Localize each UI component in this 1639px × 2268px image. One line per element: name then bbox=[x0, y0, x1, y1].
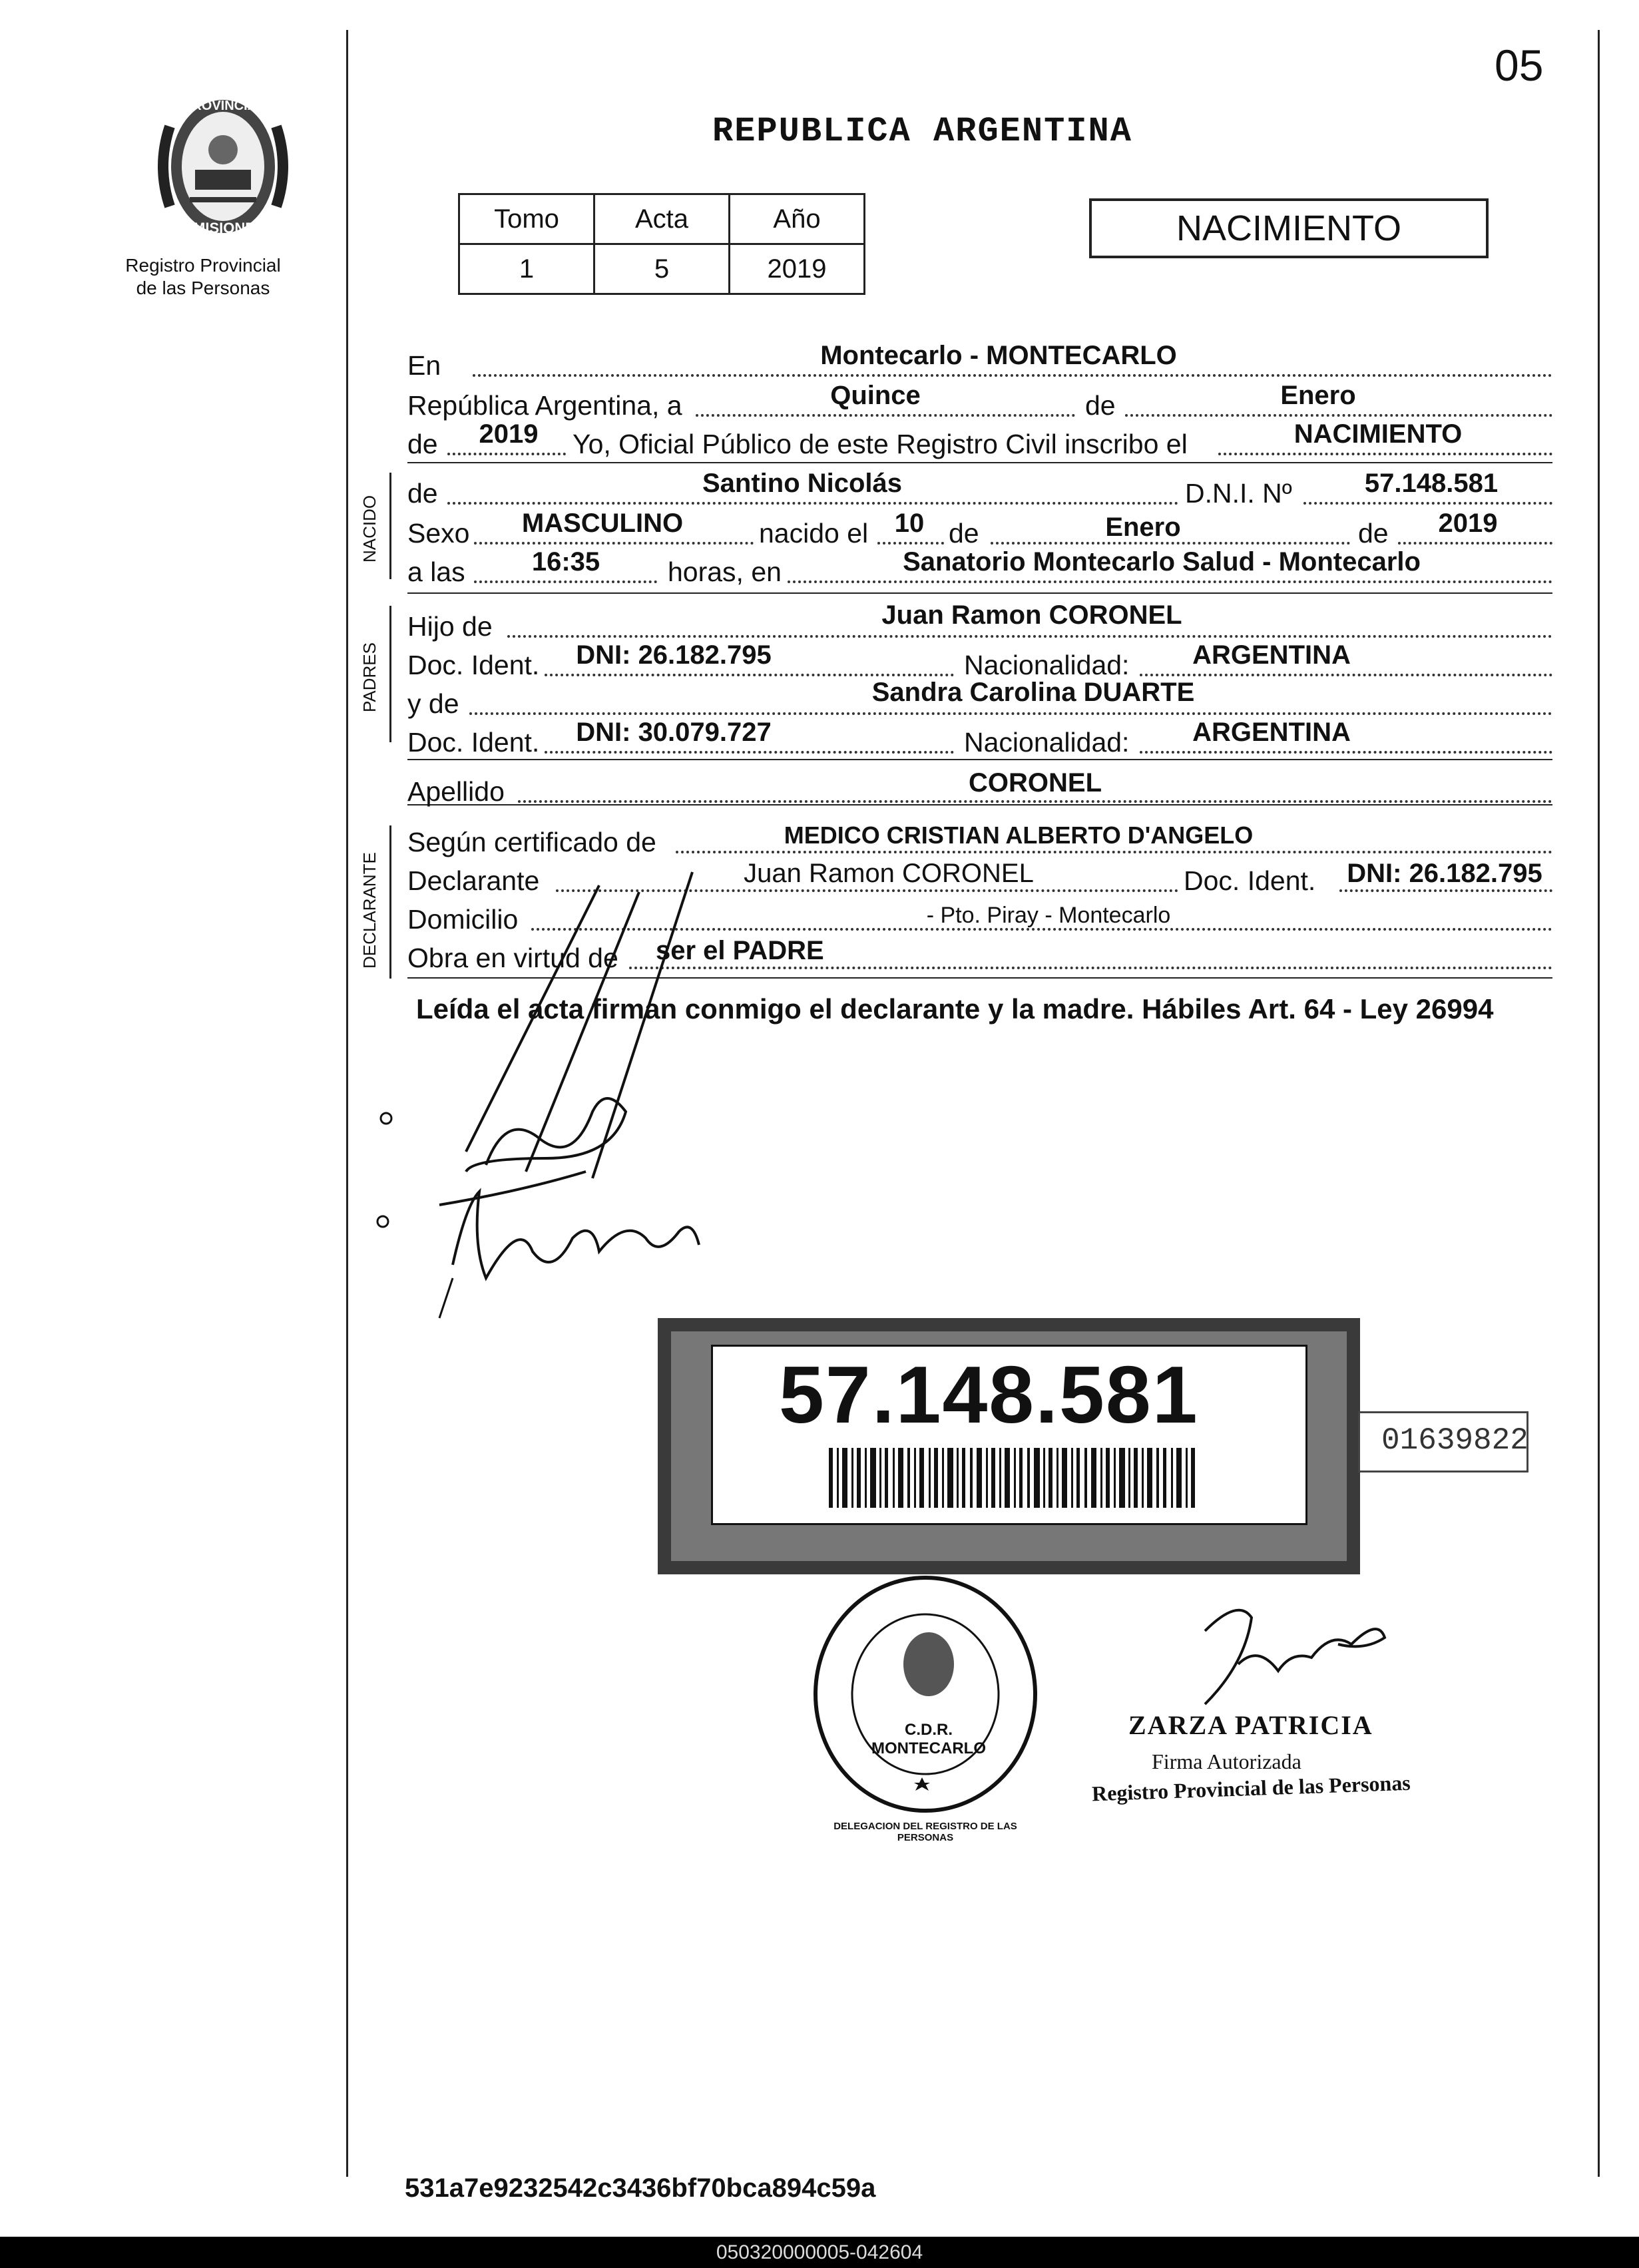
label-apellido: Apellido bbox=[407, 776, 505, 807]
value-madre: Sandra Carolina DUARTE bbox=[871, 678, 1195, 707]
label-sexo: Sexo bbox=[407, 518, 470, 549]
dots-padre-nac bbox=[1140, 674, 1552, 676]
dots-dia bbox=[696, 414, 1075, 417]
label-doc-ident-padre: Doc. Ident. bbox=[407, 650, 540, 680]
value-sexo: MASCULINO bbox=[521, 509, 684, 538]
signatory-role: Firma Autorizada bbox=[1152, 1749, 1301, 1773]
signatory-name: ZARZA PATRICIA bbox=[1128, 1710, 1373, 1740]
value-lugar-nac: Sanatorio Montecarlo Salud - Montecarlo bbox=[903, 547, 1421, 576]
dots-nombre bbox=[447, 502, 1178, 505]
record-value-acta: 5 bbox=[594, 244, 730, 294]
seal-top-text: PROVINCIA DE bbox=[183, 99, 279, 113]
dots-dni bbox=[1303, 502, 1552, 505]
value-anio-nac: 2019 bbox=[1438, 509, 1498, 538]
label-en: En bbox=[407, 350, 441, 381]
label-de-2: de bbox=[407, 429, 438, 459]
signatory-office: Registro Provincial de las Personas bbox=[1091, 1770, 1411, 1806]
label-obra-en-virtud: Obra en virtud de bbox=[407, 943, 618, 973]
record-header-anio: Año bbox=[730, 194, 865, 244]
dots-madre-nac bbox=[1140, 751, 1552, 754]
value-declarante: Juan Ramon CORONEL bbox=[744, 859, 1034, 888]
logo-caption bbox=[113, 254, 293, 300]
value-madre-doc: DNI: 30.079.727 bbox=[576, 718, 772, 747]
value-nombre: Santino Nicolás bbox=[702, 469, 903, 498]
section-label-declarante: DECLARANTE bbox=[359, 852, 379, 969]
stamp-center-text: C.D.R. MONTECARLO bbox=[871, 1721, 986, 1757]
footer-code-bar: 050320000005-042604 bbox=[0, 2237, 1639, 2268]
dni-sticker-number: 57.148.581 bbox=[779, 1349, 1199, 1440]
page-number: 05 bbox=[1495, 41, 1544, 90]
mother-signature bbox=[426, 1178, 732, 1325]
value-certificado: MEDICO CRISTIAN ALBERTO D'ANGELO bbox=[784, 821, 1254, 849]
separator-3 bbox=[407, 759, 1552, 760]
value-lugar: Montecarlo - MONTECARLO bbox=[820, 341, 1177, 370]
dots-madre-doc bbox=[545, 751, 954, 754]
label-y-de: y de bbox=[407, 688, 459, 719]
value-declarante-doc: DNI: 26.182.795 bbox=[1347, 859, 1542, 888]
nacido-bracket bbox=[389, 473, 391, 579]
value-dia-nac: 10 bbox=[894, 509, 925, 538]
dni-serial-number: 01639822 bbox=[1381, 1423, 1528, 1458]
left-margin-line bbox=[346, 30, 348, 2177]
value-madre-nac: ARGENTINA bbox=[1192, 718, 1351, 747]
value-padre-nac: ARGENTINA bbox=[1192, 640, 1351, 670]
label-domicilio: Domicilio bbox=[407, 904, 519, 935]
closing-text: Leída el acta firman conmigo el declarante y la madre. Hábiles Art. 64 - Ley 26994 bbox=[416, 993, 1494, 1024]
dots-tipo bbox=[1218, 453, 1552, 455]
label-nacido-el: nacido el bbox=[759, 518, 869, 549]
separator-4 bbox=[407, 804, 1552, 805]
label-dni: D.N.I. Nº bbox=[1185, 478, 1292, 509]
dots-mes bbox=[1125, 414, 1552, 417]
logo-caption-line1: Registro Provincial bbox=[125, 255, 281, 276]
label-nacionalidad-padre: Nacionalidad: bbox=[964, 650, 1130, 680]
label-doc-ident-declarante: Doc. Ident. bbox=[1184, 865, 1316, 896]
label-hijo-de: Hijo de bbox=[407, 611, 493, 642]
document-hash: 531a7e9232542c3436bf70bca894c59a bbox=[405, 2173, 876, 2203]
stamp-ring-text: DELEGACION DEL REGISTRO DE LAS PERSONAS bbox=[833, 1821, 1017, 1843]
record-value-anio: 2019 bbox=[730, 244, 865, 294]
separator-2 bbox=[407, 592, 1552, 594]
right-margin-line bbox=[1598, 30, 1600, 2177]
value-padre-doc: DNI: 26.182.795 bbox=[576, 640, 772, 670]
value-tipo: NACIMIENTO bbox=[1293, 419, 1463, 449]
act-type-box: NACIMIENTO bbox=[1089, 198, 1489, 258]
label-declarante: Declarante bbox=[407, 865, 540, 896]
dots-dia-nac bbox=[877, 542, 944, 545]
record-header-tomo: Tomo bbox=[459, 194, 594, 244]
record-table bbox=[458, 193, 865, 295]
dots-padre bbox=[507, 635, 1552, 638]
section-label-nacido: NACIDO bbox=[359, 495, 379, 563]
registry-stamp bbox=[802, 1571, 1049, 1817]
dots-lugar-nac bbox=[788, 580, 1552, 583]
dots-madre bbox=[469, 712, 1552, 715]
dots-apellido bbox=[518, 800, 1552, 803]
dots-certificado bbox=[676, 851, 1552, 853]
label-a-las: a las bbox=[407, 557, 465, 587]
dots-padre-doc bbox=[545, 674, 954, 676]
padres-bracket bbox=[389, 606, 391, 742]
value-apellido: CORONEL bbox=[969, 768, 1102, 797]
label-yo-oficial: Yo, Oficial Público de este Registro Civil inscribo el bbox=[573, 429, 1188, 459]
label-de-5: de bbox=[1358, 518, 1389, 549]
dots-obra bbox=[629, 967, 1552, 969]
separator-1 bbox=[407, 462, 1552, 463]
dots-hora bbox=[474, 580, 657, 583]
value-domicilio: - Pto. Piray - Montecarlo bbox=[926, 903, 1171, 928]
label-de-1: de bbox=[1085, 390, 1116, 421]
label-republica: República Argentina, a bbox=[407, 390, 682, 421]
dots-en bbox=[473, 374, 1552, 377]
record-header-acta: Acta bbox=[594, 194, 730, 244]
value-dia-registro: Quince bbox=[830, 381, 921, 410]
barcode-icon bbox=[829, 1448, 1202, 1508]
dots-declarante-doc bbox=[1339, 889, 1552, 892]
value-mes-registro: Enero bbox=[1280, 381, 1356, 410]
label-de-3: de bbox=[407, 478, 438, 509]
label-horas-en: horas, en bbox=[668, 557, 782, 587]
value-dni: 57.148.581 bbox=[1364, 469, 1499, 498]
document-title: REPUBLICA ARGENTINA bbox=[712, 112, 1132, 151]
value-obra: ser el PADRE bbox=[656, 936, 824, 965]
value-mes-nac: Enero bbox=[1105, 513, 1181, 542]
value-padre: Juan Ramon CORONEL bbox=[881, 600, 1182, 630]
label-nacionalidad-madre: Nacionalidad: bbox=[964, 727, 1130, 758]
dots-anio bbox=[447, 453, 566, 455]
record-value-tomo: 1 bbox=[459, 244, 594, 294]
value-hora: 16:35 bbox=[531, 547, 600, 576]
logo-caption-line2: de las Personas bbox=[136, 278, 270, 298]
authorized-signature bbox=[1178, 1591, 1398, 1717]
section-label-padres: PADRES bbox=[359, 642, 379, 712]
dots-anio-nac bbox=[1398, 542, 1552, 545]
value-anio-registro: 2019 bbox=[479, 419, 539, 449]
label-doc-ident-madre: Doc. Ident. bbox=[407, 727, 540, 758]
dots-sexo bbox=[474, 542, 754, 545]
seal-bottom-text: MISIONES bbox=[193, 220, 265, 236]
label-de-4: de bbox=[949, 518, 979, 549]
label-segun-certificado: Según certificado de bbox=[407, 827, 656, 857]
